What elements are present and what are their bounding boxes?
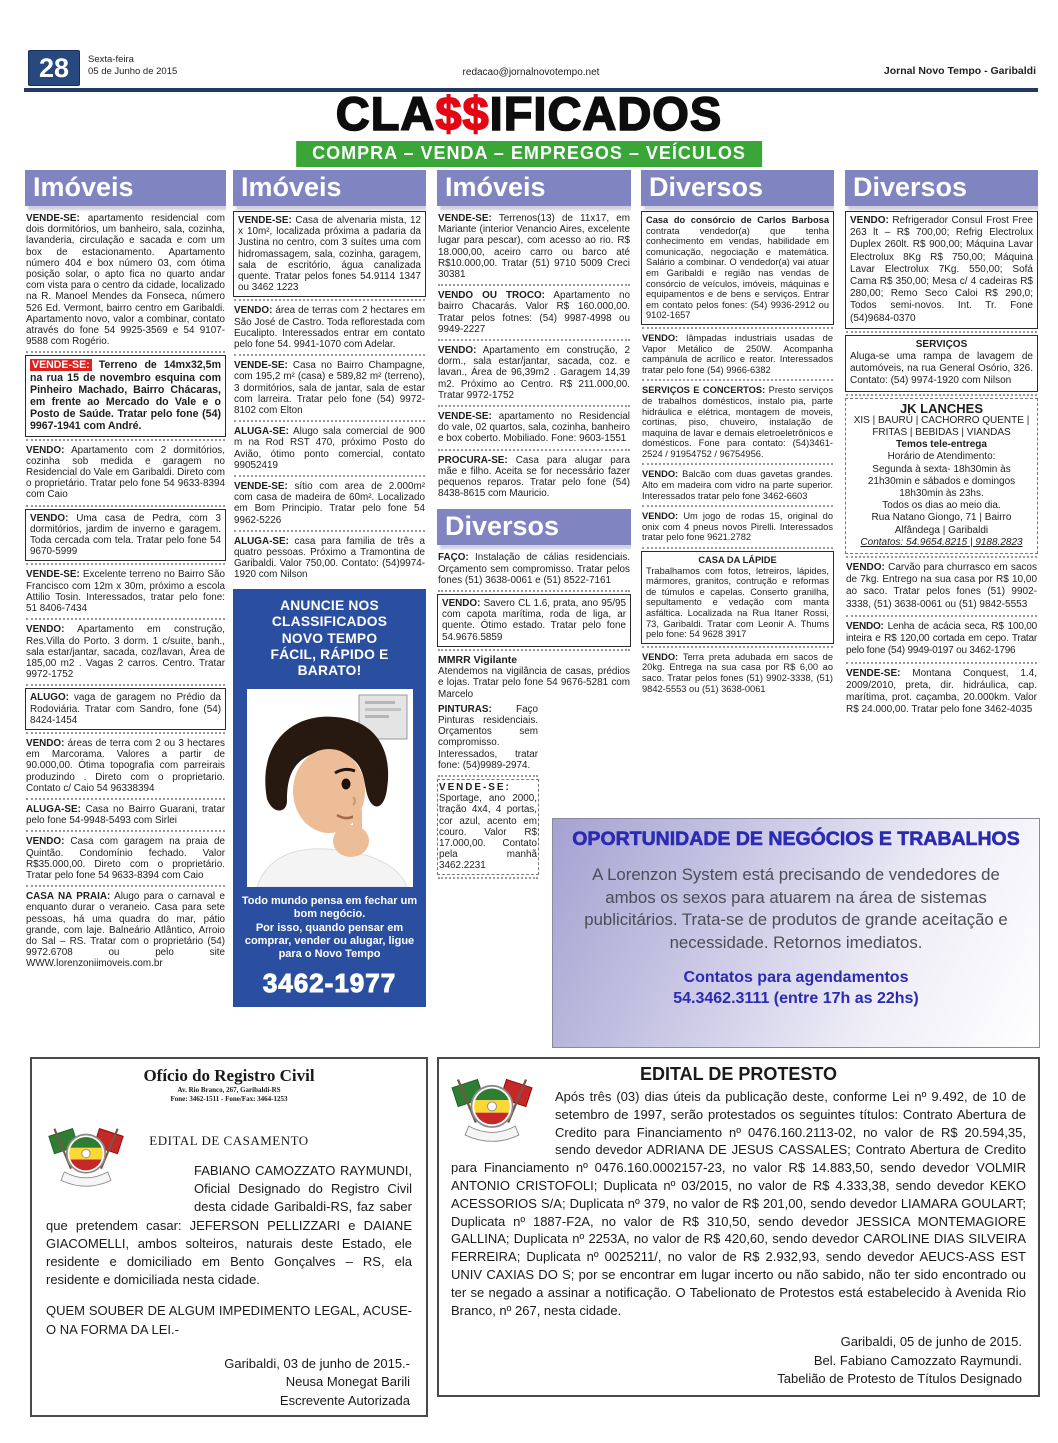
ad-label: VENDO: xyxy=(850,215,889,226)
ad-text: Presto serviços de trabalhos domésticos, instalo pia, parte hidráulica e elétrica, montagem de moveis, cortinas, piso, chuveiro, instalação de maquina de lavar e demais eletroeletrônicos e domésticos. Fone para contato: (54)3461-2524 / 91954752 / 96754956. xyxy=(642,385,833,459)
ad-text: Alugo sala comercial de 900 m na Rod RST 470, próximo Posto do Avião, ótimo ponto comercial, contato 99052419 xyxy=(234,426,426,471)
ad-text: Casa no Bairro Champagne, com 195,2 m² (casa) e 589,82 m² (terreno), 3 dormitórios, sala de jantar, sala de estar com larreira. Tratar pelo fone (54) 9972-8102 com Elton xyxy=(234,360,425,417)
edital-protesto-notice xyxy=(437,1057,1040,1397)
ad-text: Faço Pinturas residenciais. Orçamentos sem compromisso. Interessados, tratar fone: (54)9989-2974. xyxy=(438,703,538,771)
divider xyxy=(846,394,1037,396)
ad-text: áreas de terra com 2 ou 3 hectares em Marcorama. Valores a partir de 90.000,00. Ótima topografia com parreirais produzindo . Direto com o proprietario. Contato c/ Caio 54 96338394 xyxy=(26,737,225,794)
contact-phone: 54.3462.3111 (entre 17h as 22hs) xyxy=(673,990,919,1007)
ad-label: VENDE-SE: xyxy=(26,569,80,581)
classified-ad xyxy=(437,453,631,502)
ad-label: VENDO: xyxy=(442,598,481,610)
self-promo-ad xyxy=(233,589,426,1007)
divider xyxy=(846,331,1037,333)
classified-ad xyxy=(25,834,226,883)
notice-date: Garibaldi, 05 de junho de 2015. xyxy=(840,1334,1022,1350)
column-4 xyxy=(641,170,834,818)
hours-label: Horário de Atendimento: xyxy=(887,451,996,463)
classified-ad xyxy=(25,802,226,828)
ad-text: Trabalhamos com fotos, letreiros, lápides, mármores, granitos, contrução e reformas de túmulos e capelas. Conserto granilha, sepultamento e vedação com manta asfáltica. Localizada na Rua Itaner Rossi, 73, Garibaldi. Tratar com Leonir A. Thums pelo fone: 54 9628 3917 xyxy=(646,565,829,640)
ad-text: Lenha de acácia seca, R$ 100,00 inteira e R$ 120,00 cortada em cepo. Tratar pelo fone (54) 9949-0197 ou 3462-1796 xyxy=(846,620,1037,657)
ad-text: Terreno de 14mx32,5m na rua 15 de novembro esquina com Pinheiro Machado, Bairro Chácaras, em frente ao Mercado do Vale e o Posto de Saúde. Tratar pelo fone (54) 9967-1941 com André. xyxy=(30,359,221,433)
job-opportunity-ad xyxy=(552,818,1040,1048)
ad-text: vaga de garagem no Prédio da Rodoviária. Tratar com Sandro, fone (54) 8424-1454 xyxy=(30,692,221,726)
divider xyxy=(26,505,225,507)
registro-civil-notice xyxy=(30,1057,428,1417)
promo-body-line: Todo mundo pensa em fechar um bom negócio. xyxy=(241,894,418,921)
ad-label: VENDO: xyxy=(642,469,679,480)
column-header: Imóveis xyxy=(25,170,226,206)
ad-label: VENDO: xyxy=(642,651,679,662)
ad-text: Aluga-se uma rampa de lavagem de automóveis, na rua General Osório, 326. Contato: (54) 9974-1920 com Nilson xyxy=(850,351,1033,387)
ad-label: VENDE-SE: xyxy=(238,215,292,226)
ad-text: Atendemos na vigilância de casas, prédios e lojas. Tratar pelo fone 54 9676-5281 com Marcelo xyxy=(438,666,630,700)
ad-text: casa para familia de três a quatro pessoas. Próximo a Tramontina de Garibaldi. Valor 750,00. Contato: (54)9974-1920 com Nilson xyxy=(234,535,425,581)
divider xyxy=(438,339,630,341)
ad-label: VENDO: xyxy=(642,332,679,343)
ad-label: VENDO: xyxy=(642,511,679,522)
classified-ad xyxy=(845,560,1038,613)
ad-text: Terrenos(13) de 11x17, em Mariante (interior Venancio Aires, excelente lugar para pescar), com acesso ao rio. R$ 18.000,00, aceiro carro ou barco até R$10.000,00. Tratar (51) 9710 5009 Creci 30381 xyxy=(438,213,630,281)
column-1 xyxy=(25,170,226,1050)
classified-ad xyxy=(25,355,226,436)
paper-name: Jornal Novo Tempo - Garibaldi xyxy=(883,65,1036,77)
protesto-body xyxy=(451,1088,1026,1319)
classified-ad xyxy=(25,567,226,616)
divider xyxy=(642,463,833,465)
registry-phones: Fone: 3462-1511 - Fone/Fax: 3464-1253 xyxy=(170,1094,288,1103)
opportunity-body: A Lorenzon System está precisando de vendedores de ambos os sexos para atuarem na área de sistemas publicitários. Trata-se de produtos de grande aceitação e necessidade. Retornos imediatos. xyxy=(584,865,1008,952)
ad-text: Balcão com duas gavetas grandes. Alto em madeira com vidro na parte superior. Interessados tratar pelo fone 3462-6603 xyxy=(642,469,833,501)
ad-label: MMRR Vigilante xyxy=(438,653,518,666)
title-dollar-signs: $$ xyxy=(435,87,490,140)
classified-ad xyxy=(845,335,1038,392)
divider xyxy=(234,354,425,356)
ad-label: ALUGA-SE: xyxy=(234,535,289,547)
classified-ad xyxy=(641,467,834,503)
divider xyxy=(26,439,225,441)
page-number: 28 xyxy=(28,50,80,86)
signature-block xyxy=(455,1333,1022,1389)
ad-text: Terra preta adubada em sacos de 20kg. Entrega na sua casa por R$ 6,00 ao saco. Tratar pelos fones (51) 9902-3338, (51) 9842-5553 ou (51) 3638-0061 xyxy=(642,651,833,694)
date: 05 de Junho de 2015 xyxy=(88,66,178,77)
classified-ad xyxy=(845,619,1038,660)
classified-ad xyxy=(25,622,226,682)
divider xyxy=(846,662,1037,664)
divider xyxy=(26,885,225,887)
delivery-line: Temos tele-entrega xyxy=(896,439,987,451)
ad-label: VENDO: xyxy=(234,305,273,317)
divider xyxy=(846,615,1037,617)
divider xyxy=(438,405,630,407)
ad-label: VENDO: xyxy=(846,620,884,632)
promo-line: FÁCIL, RÁPIDO E BARATO! xyxy=(270,646,389,679)
ad-title: CASA DA LÁPIDE xyxy=(698,555,777,566)
promo-line: ANUNCIE NOS xyxy=(280,597,379,613)
classified-ad xyxy=(641,331,834,377)
child-illustration xyxy=(247,689,413,887)
column-header: Imóveis xyxy=(437,170,631,206)
classified-ad xyxy=(437,288,631,337)
state-coat-of-arms-icon xyxy=(46,1117,126,1197)
ad-label: VENDO: xyxy=(846,562,885,574)
classified-ad xyxy=(437,343,631,403)
edital-casamento-warning: QUEM SOUBER DE ALGUM IMPEDIMENTO LEGAL, ACUSE-O NA FORMA DA LEI.- xyxy=(46,1303,412,1337)
menu-line: XIS | BAURÚ | CACHORRO QUENTE | FRITAS | BEBIDAS | VIANDAS xyxy=(853,414,1030,439)
ad-text: Casa de alvenaria mista, 12 x 10m², localizada próxima a padaria da Justina no centro, com 3 suítes uma com hidromassagem, sala, cozinha, garagem, sala de escritório, água canalizada quente. Tratar pelos fones 54.9114 1347 ou 3462 1223 xyxy=(238,215,421,294)
hours-line: Todos os dias ao meio dia. xyxy=(882,500,1001,512)
ad-label: VENDE-SE: xyxy=(32,359,90,372)
column-2 xyxy=(233,170,426,1050)
ad-text: Sportage, ano 2000, tração 4x4, 4 portas, cor azul, acento em couro. Valor R$ 17.000,00. Contato pela manhã 3462.2231 xyxy=(439,793,537,872)
ad-text: Casa no Bairro Guarani, tratar pelo fone 54-9948-5493 com Sirlei xyxy=(26,803,226,827)
ad-label: VENDE-SE: xyxy=(439,781,511,793)
promo-body-line: Por isso, quando pensar em comprar, vender ou alugar, ligue para o Novo Tempo xyxy=(244,921,415,961)
signer-role: Tabelião de Protesto de Títulos Designado xyxy=(777,1371,1022,1387)
promo-body xyxy=(239,895,420,962)
ad-text: sítio com area de 2.000m² com casa de madeira de 60m². Localizado em Bom Principio. Tratar pelo fone 54 9962-5226 xyxy=(234,481,425,526)
signer-role: Escrevente Autorizada xyxy=(279,1392,410,1408)
section-subtitle-bar: COMPRA – VENDA – EMPREGOS – VEÍCULOS xyxy=(296,141,762,167)
ad-label: FAÇO: xyxy=(438,552,469,564)
signer-name: Bel. Fabiano Camozzato Raymundi. xyxy=(813,1352,1022,1368)
ad-text: apartamento residencial com dois dormitórios, um banheiro, sala, cozinha, lavanderia, circulação e sacada e com um box de estacionamento. Apartamento número 404 e box número 03, com ótima posição solar, o apto fica no quarto andar com vista para o centro da cidade, localizado na R. Manoel Mendes da Fonseca, número 526 Ed. Vermont, bairro centro em Garibaldi. Apartamento novo, valor a combinar, contato através do fone 54 9925-3569 e 54 9107-9588 com Rogério. xyxy=(26,213,225,348)
child-thinking-photo xyxy=(247,689,413,887)
ad-label: VENDE-SE: xyxy=(234,360,288,372)
ad-text: Montana Conquest, 1.4, 2009/2010, preta, dir. hidráulica, cap. marítima, prot. caçamba, 20.000km. Valor R$ 24.000,00. Tratar pelo fone 3462-4035 xyxy=(846,667,1037,716)
state-coat-of-arms-icon xyxy=(449,1067,535,1153)
divider xyxy=(642,547,833,549)
edital-casamento-title: EDITAL DE CASAMENTO xyxy=(149,1133,309,1148)
weekday: Sexta-feira xyxy=(88,54,134,65)
column-header: Diversos xyxy=(845,170,1038,206)
ad-label: VENDO: xyxy=(26,444,65,456)
classified-ad xyxy=(25,211,226,349)
opportunity-contact xyxy=(553,967,1039,1009)
ad-label: ALUGO: xyxy=(30,692,69,704)
body-paragraph: FABIANO CAMOZZATO RAYMUNDI, Oficial Designado do Registro Civil desta cidade Garibaldi-RS, faz saber que pretendem casar: JEFERSON PELLIZZARI e DAIANE GIACOMELLI, ambos solteiros, naturais deste Estado, ele residente e domiciliado em Bento Gonçalves – RS, ela residente e domiciliada nesta cidade. xyxy=(46,1163,412,1288)
ad-label: ALUGA-SE: xyxy=(234,426,289,438)
ad-text: Alugo para o carnaval e enquanto durar o veraneio. Casa para sete pessoas, há uma quadra do mar, pátio grande, com laje. Balneário Atlântico, Arroio do Sal – RS. Tratar com o proprietário (54) 9972.6708 ou pelo site WWW.lorenzoniimoveis.com.br xyxy=(26,891,225,970)
ad-text: Instalação de cálias residenciais. Orçamento sem compromisso. Tratar pelos fones (51) 3638-0061 e (51) 8522-7161 xyxy=(438,552,630,586)
contact-line: Contatos: 54.9654.8215 | 9188.2823 xyxy=(860,536,1023,548)
signer-name: Neusa Monegat Barili xyxy=(285,1374,410,1390)
ad-label: SERVIÇOS E CONCERTOS: xyxy=(642,385,766,396)
divider xyxy=(234,530,425,532)
classified-ad xyxy=(233,211,426,297)
newsroom-email: redacao@jornalnovotempo.net xyxy=(462,67,600,78)
ad-text: Um jogo de rodas 15, original do onix com 4 pneus novos Pirelli. Interessados tratar pelo fone 9621.2782 xyxy=(642,511,833,543)
classified-ad xyxy=(233,303,426,352)
address-line: Rua Natano Giongo, 71 | Bairro Alfândega | Garibaldi xyxy=(871,512,1012,536)
ad-label: VENDO: xyxy=(26,624,65,636)
divider xyxy=(26,351,225,353)
divider xyxy=(642,379,833,381)
divider xyxy=(234,475,425,477)
divider xyxy=(438,449,630,451)
classified-ad xyxy=(641,211,834,325)
body-paragraph: Após três (03) dias úteis da publicação deste, conforme Lei nº 9.492, de 10 de setembro de 1997, serão protestados os seguintes títulos: Contrato Abertura de Credito para Financiamento nº 0476.160.2113-02, no valor de R$ 20.594,35, sendo devedor ADRIANA DE JESUS CASSALES; Contrato Abertura de Credito para Financiamento nº 0476.160.0002157-23, no valor R$ 14.883,50, sendo devedor VOLMIR ANTONIO CRISTOFOLI; Duplicata nº 03/2015, no valor de R$ 4.333,38, sendo devedor KEKO ACESSORIOS S/A; Duplicata nº 379, no valor de R$ 201,00, sendo devedor LIAMARA GOULART; Duplicata nº 1887-F2A, no valor de R$ 310,50, sendo devedor JESSICA MONTEMAGIORE GALLINA; Duplicata nº 2253A, no valor de R$ 420,60, sendo devedor CAROLINE DIAS SILVEIRA FERREIRA; Duplicata nº 0025211/, no valor de R$ 2.932,93, sendo devedor AEUCS-ASS EST UNIV CAXIAS DO S; por se encontrar em lugar incerto ou não sabido, não ter sido encontrado ou ter se negado a assinar a notificação. O Tabelionato de Protestos está estabelecido à Avenida Rio Branco, nº 267, nesta cidade. xyxy=(451,1089,1026,1318)
classified-ad xyxy=(845,666,1038,719)
ad-title: JK LANCHES xyxy=(899,400,984,416)
ad-label: VENDE-SE: xyxy=(234,481,288,493)
ad-label: VENDO: xyxy=(26,836,65,848)
classified-ad xyxy=(437,653,631,702)
ad-text: Uma casa de Pedra, com 3 dormitórios, jardim de inverno e garagem. Toda cercada com tela. Tratar pelo fone 54 9670-5999 xyxy=(30,512,221,558)
ad-text: Apartamento no bairro Chacarás. Valor R$ 160.000,00. Tratar pelos fotnes: (54) 9987-4998 ou 9949-2227 xyxy=(438,290,630,335)
classified-ad xyxy=(25,443,226,503)
registry-address: Av. Rio Branco, 267, Garibaldi-RS xyxy=(177,1086,281,1094)
divider xyxy=(438,649,630,651)
ad-label: PROCURA-SE: xyxy=(438,454,508,466)
classified-ad xyxy=(845,211,1038,329)
column-header: Imóveis xyxy=(233,170,426,206)
registry-title: Ofício do Registro Civil xyxy=(143,1066,315,1085)
ad-label: VENDO: xyxy=(438,345,477,357)
classified-ad xyxy=(233,534,426,583)
ad-label: VENDO: xyxy=(26,737,65,749)
column-subheader: Diversos xyxy=(437,509,631,545)
ad-label: VENDE-SE: xyxy=(438,213,492,224)
ad-text: área de terras com 2 hectares em São José de Castro. Toda reflorestada com Eucalipto. Interessados entrar em contato pelo fone 54. 9941-1070 com Adelar. xyxy=(234,305,425,351)
promo-line: NOVO TEMPO xyxy=(281,630,378,646)
divider xyxy=(234,299,425,301)
divider xyxy=(26,798,225,800)
classified-ad xyxy=(233,358,426,418)
divider xyxy=(26,684,225,686)
signature-block xyxy=(48,1355,410,1411)
ad-label: VENDO: xyxy=(30,512,69,524)
ad-text: contrata vendedor(a) que tenha conhecimento em vendas, habilidade em comunicação, negociação e matemática. Salário a combinar. O vendedor(a) vai atuar em Garibaldi e região nas vendas de consórcio de veículos, imóveis, máquinas e equipamentos e de bens e serviços. Entrar em contato pelos fones: (54) 9936-2912 ou 9102-1657 xyxy=(646,225,829,321)
divider xyxy=(234,420,425,422)
classified-ad xyxy=(437,550,631,588)
ad-label: CASA NA PRAIA: xyxy=(26,891,111,903)
classified-ad xyxy=(25,889,226,971)
divider xyxy=(642,327,833,329)
contact-label: Contatos para agendamentos xyxy=(683,969,909,986)
classified-ad xyxy=(437,702,539,773)
classified-ad xyxy=(25,736,226,796)
restaurant-ad xyxy=(845,398,1038,554)
ad-text: Apartamento com 2 dormitórios, cozinha sob medida e garagem no Residencial do Vale em Garibaldi. Direto com o proprietário. Tratar pelo fone 54 9633-8394 com Caio xyxy=(26,444,225,501)
page-title xyxy=(0,86,1058,141)
promo-phone: 3462-1977 xyxy=(262,967,397,998)
column-header: Diversos xyxy=(641,170,834,206)
opportunity-title: OPORTUNIDADE DE NEGÓCIOS E TRABALHOS xyxy=(572,828,1020,850)
divider xyxy=(438,877,538,879)
ad-text: apartamento no Residencial do vale, 02 quartos, sala, cozinha, banheiro e box coberto. Mobiliado. Fone: 9603-1551 xyxy=(438,411,631,445)
column-5 xyxy=(845,170,1038,818)
ad-label: VENDO OU TROCO: xyxy=(438,290,545,302)
divider xyxy=(26,830,225,832)
divider xyxy=(26,563,225,565)
ad-text: lâmpadas industriais usadas de Vapor Metálico de 250W. Acompanha campánula de acrílico e reator. Interessados tratar pelo fone (54) 9966-6382 xyxy=(642,332,833,375)
ad-text: Apartamento em construção, 2 dorm., sala estar/jantar, sacada, coz. e lavan., Área de 96,39m2 . Garagem 14,39 m2. Próximo ao Centro. R$ 211.000,00. Tratar 9972-1752 xyxy=(438,345,631,401)
ad-label: PINTURAS: xyxy=(438,703,492,715)
classified-ad xyxy=(641,383,834,461)
notice-date: Garibaldi, 03 de junho de 2015.- xyxy=(224,1355,410,1371)
ad-text: Refrigerador Consul Frost Free 263 lt – R$ 700,00; Refrig Electrolux Duplex 260lt. R$ 900,00; Máquina Lavar Electrolux 8Kg R$ 750,00; Máquina Lavar Electrolux 7Kg. 550,00; Sofá Cama R$ 350,00; Mesa c/ 4 cadeiras R$ 280,00; Remo Seco Caloi R$ 290,0; Todos semi-novos. Int. Tr. Fone (54)9684-0370 xyxy=(850,215,1033,324)
divider xyxy=(642,505,833,507)
divider xyxy=(846,556,1037,558)
classified-ad xyxy=(437,409,631,447)
title-part1: CLA xyxy=(335,87,436,140)
classified-ad xyxy=(25,688,226,730)
classified-ad xyxy=(641,551,834,644)
divider xyxy=(26,732,225,734)
divider xyxy=(438,775,538,777)
ad-text: Casa para alugar para mãe e filho. Aceita se for necessário fazer pequenos reparos. Tratar pelo fone (54) 8438-8615 com Mauricio. xyxy=(438,454,631,500)
classified-ad xyxy=(25,509,226,562)
title-part2: IFICADOS xyxy=(489,87,723,140)
classified-ad xyxy=(437,211,631,282)
classified-ad xyxy=(233,479,426,528)
classified-ad xyxy=(233,424,426,473)
ad-label: VENDE-SE: xyxy=(26,213,80,224)
promo-headline xyxy=(239,598,420,680)
classified-ad xyxy=(641,650,834,696)
classified-ad xyxy=(641,509,834,545)
ad-label: ALUGA-SE: xyxy=(26,803,81,815)
ad-text: Savero CL 1.6, prata, ano 95/95 com capota marítima, roda de liga, ar quente. Ótimo estado. Tratar pelo fone 54.9676.5859 xyxy=(442,598,626,643)
ad-title: SERVIÇOS xyxy=(915,338,968,350)
ad-text: Carvão para churrasco em sacos de 7kg. Entrego na sua casa por R$ 10,00 ao saco. Tratar pelos fones (51) 9902-3338, (51) 3638-0061 ou (51) 9842-5553 xyxy=(846,562,1037,610)
ad-label: VENDE-SE: xyxy=(438,411,492,423)
classified-ad xyxy=(437,779,539,875)
divider xyxy=(642,646,833,648)
divider xyxy=(26,618,225,620)
divider xyxy=(438,590,630,592)
ad-label: VENDE-SE: xyxy=(846,667,901,679)
ad-label: Casa do consórcio de Carlos Barbosa xyxy=(646,215,829,225)
promo-line: CLASSIFICADOS xyxy=(271,614,388,630)
divider xyxy=(438,284,630,286)
classified-ad xyxy=(437,594,631,647)
ad-text: Apartamento em construção, Res.Villa do Porto. 3 dorm. 1 c/suite, banh., sala estar/jantar, sacada, coz/lavan, Área de 185,00 m2 . Vagas 2 carros. Centro. Tratar 9972-1752 xyxy=(26,624,225,681)
protesto-title: EDITAL DE PROTESTO xyxy=(639,1064,838,1084)
ad-text: Excelente terreno no Bairro São Francisco com 12m x 30m, próximo a escola Attilio Tosin. Interessados, tratar pelo fone: 51 8406-7434 xyxy=(26,569,225,615)
hours-line: Segunda à sexta- 18h30min às 21h30min e sábados e domingos 18h30min às 23hs. xyxy=(867,463,1016,500)
ad-text: Casa com garagem na praia de Quintão. Condomínio fechado. Valor R$35.000,00. Direto com o proprietário. Tratar pelo fone 54 9633-8394 com Caio xyxy=(26,836,225,881)
